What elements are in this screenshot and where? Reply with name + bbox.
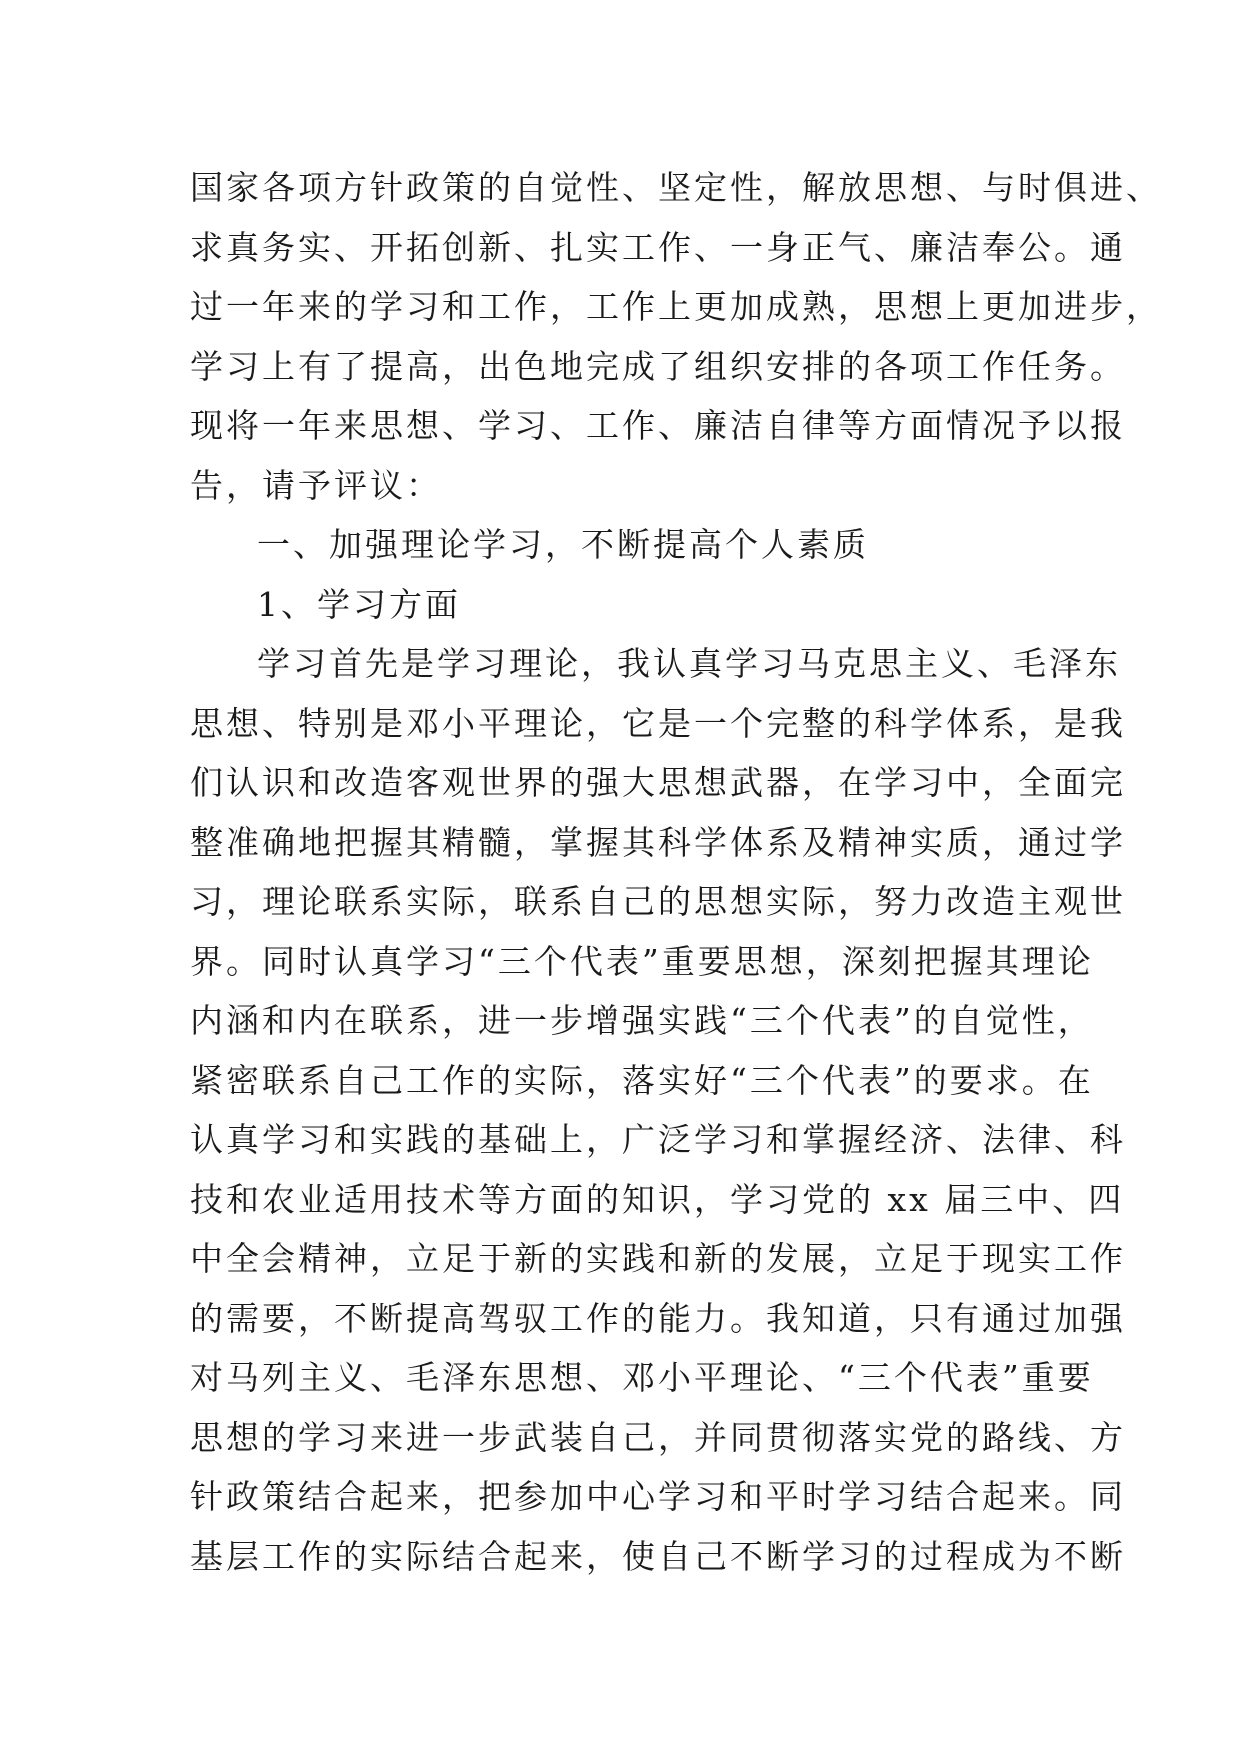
text-line: 技和农业适用技术等方面的知识，学习党的 xx 届三中、四 <box>190 1179 1125 1219</box>
text-line: 学习上有了提高，出色地完成了组织安排的各项工作任务。 <box>190 346 1126 386</box>
text-line: 现将一年来思想、学习、工作、廉洁自律等方面情况予以报 <box>190 406 1126 445</box>
text-line: 的需要，不断提高驾驭工作的能力。我知道，只有通过加强 <box>190 1298 1126 1338</box>
text-line: 认真学习和实践的基础上，广泛学习和掌握经济、法律、科 <box>190 1120 1126 1159</box>
text-line: 过一年来的学习和工作，工作上更加成熟，思想上更加进步， <box>190 287 1162 326</box>
text-line: 告，请予评议： <box>190 465 442 505</box>
text-line: 求真务实、开拓创新、扎实工作、一身正气、廉洁奉公。通 <box>190 227 1126 267</box>
text-line: 基层工作的实际结合起来，使自己不断学习的过程成为不断 <box>190 1536 1126 1576</box>
text-line: 中全会精神，立足于新的实践和新的发展，立足于现实工作 <box>190 1239 1126 1278</box>
text-line: 1、学习方面 <box>257 584 461 624</box>
text-line: 界。同时认真学习“三个代表”重要思想，深刻把握其理论 <box>190 941 1094 981</box>
text-line: 思想的学习来进一步武装自己，并同贯彻落实党的路线、方 <box>190 1417 1126 1457</box>
text-line: 国家各项方针政策的自觉性、坚定性，解放思想、与时俱进、 <box>190 168 1162 207</box>
text-line: 习，理论联系实际，联系自己的思想实际，努力改造主观世 <box>190 882 1126 921</box>
text-line: 针政策结合起来，把参加中心学习和平时学习结合起来。同 <box>190 1477 1126 1516</box>
text-line: 对马列主义、毛泽东思想、邓小平理论、“三个代表”重要 <box>190 1358 1094 1397</box>
text-line: 们认识和改造客观世界的强大思想武器，在学习中，全面完 <box>190 763 1126 802</box>
text-line: 一、加强理论学习，不断提高个人素质 <box>257 525 869 564</box>
text-line: 紧密联系自己工作的实际，落实好“三个代表”的要求。在 <box>190 1060 1094 1100</box>
text-line: 整准确地把握其精髓，掌握其科学体系及精神实质，通过学 <box>190 822 1126 862</box>
document-body <box>190 158 1162 1586</box>
text-line: 思想、特别是邓小平理论，它是一个完整的科学体系，是我 <box>190 703 1126 743</box>
text-line: 学习首先是学习理论，我认真学习马克思主义、毛泽东 <box>257 644 1121 683</box>
text-line: 内涵和内在联系，进一步增强实践“三个代表”的自觉性， <box>190 1001 1094 1040</box>
